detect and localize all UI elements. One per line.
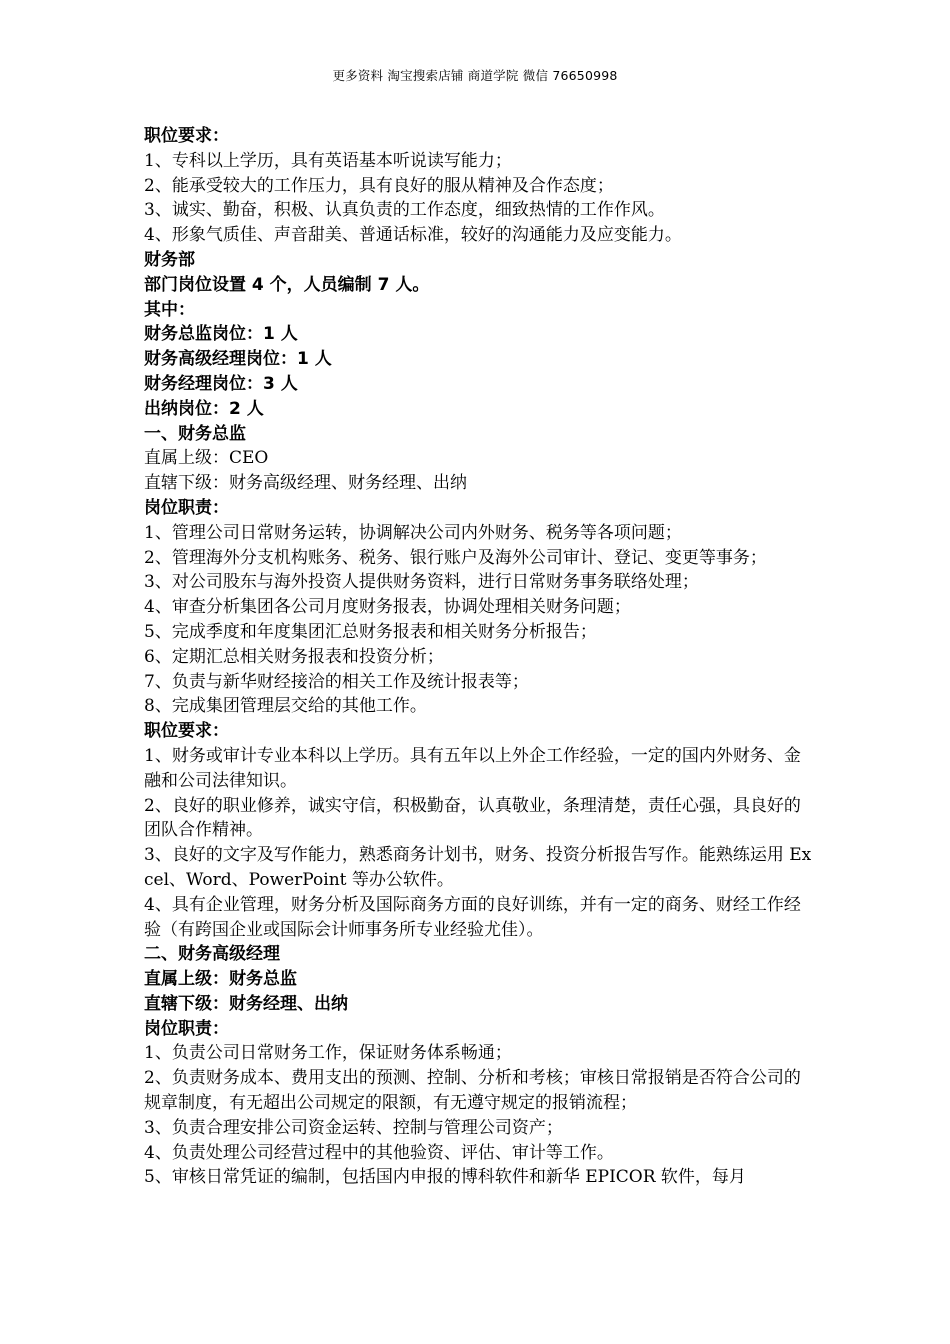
text-line: 5、完成季度和年度集团汇总财务报表和相关财务分析报告； [144, 621, 597, 642]
heading-line: 岗位职责： [144, 497, 229, 518]
text-line: 7、负责与新华财经接洽的相关工作及统计报表等； [144, 671, 529, 692]
heading-line: 职位要求： [144, 126, 229, 146]
heading-line: 岗位职责： [144, 1018, 229, 1039]
heading-line: 出纳岗位：2 人 [144, 398, 264, 419]
text-line: 直属上级：CEO [144, 448, 269, 469]
text-line: 3、负责合理安排公司资金运转、控制与管理公司资产； [144, 1117, 563, 1138]
text-line: 5、审核日常凭证的编制，包括国内申报的博科软件和新华 EPICOR 软件，每月 [144, 1167, 746, 1188]
text-line: 1、财务或审计专业本科以上学历。具有五年以上外企工作经验，一定的国内外财务、金融和公司法律知识。 [144, 745, 801, 791]
heading-line: 二、财务高级经理 [144, 944, 280, 965]
heading-line: 其中： [144, 299, 195, 320]
heading-line: 直属上级：财务总监 [144, 969, 297, 990]
text-line: 2、良好的职业修养，诚实守信，积极勤奋，认真敬业，条理清楚，责任心强，具良好的团队合作精神。 [144, 795, 801, 841]
heading-line: 财务总监岗位：1 人 [144, 324, 298, 345]
text-line: 4、形象气质佳、声音甜美、普通话标准，较好的沟通能力及应变能力。 [144, 225, 682, 246]
text-line: 1、负责公司日常财务工作，保证财务体系畅通； [144, 1043, 512, 1064]
text-line: 1、管理公司日常财务运转，协调解决公司内外财务、税务等各项问题； [144, 522, 682, 543]
text-line: 3、良好的文字及写作能力，熟悉商务计划书，财务、投资分析报告写作。能熟练运用 Excel、Word、PowerPoint 等办公软件。 [144, 845, 812, 890]
heading-line: 一、财务总监 [144, 423, 246, 444]
heading-line: 财务部 [144, 249, 195, 270]
text-line: 2、负责财务成本、费用支出的预测、控制、分析和考核；审核日常报销是否符合公司的规章制度，有无超出公司规定的限额，有无遵守规定的报销流程； [144, 1068, 801, 1114]
text-line: 2、管理海外分支机构账务、税务、银行账户及海外公司审计、登记、变更等事务； [144, 547, 767, 568]
text-line: 4、负责处理公司经营过程中的其他验资、评估、审计等工作。 [144, 1142, 614, 1163]
text-line: 4、审查分析集团各公司月度财务报表，协调处理相关财务问题； [144, 597, 631, 618]
text-line: 1、专科以上学历，具有英语基本听说读写能力； [144, 150, 512, 171]
header-note: 更多资料 淘宝搜索店铺 商道学院 微信 76650998 [332, 68, 618, 83]
document-body [144, 124, 812, 1190]
text-line: 3、诚实、勤奋，积极、认真负责的工作态度，细致热情的工作作风。 [144, 200, 665, 221]
text-line: 2、能承受较大的工作压力，具有良好的服从精神及合作态度； [144, 175, 614, 196]
text-line: 4、具有企业管理，财务分析及国际商务方面的良好训练，并有一定的商务、财经工作经验（有跨国企业或国际会计师事务所专业经验尤佳）。 [144, 894, 801, 940]
heading-line: 职位要求： [144, 721, 229, 742]
text-line: 8、完成集团管理层交给的其他工作。 [144, 696, 427, 717]
heading-line: 直辖下级：财务经理、出纳 [144, 993, 348, 1014]
heading-line: 财务经理岗位：3 人 [144, 373, 298, 394]
heading-line: 部门岗位设置 4 个，人员编制 7 人。 [144, 274, 430, 295]
text-line: 3、对公司股东与海外投资人提供财务资料，进行日常财务事务联络处理； [144, 572, 699, 593]
heading-line: 财务高级经理岗位：1 人 [144, 349, 332, 370]
text-line: 直辖下级：财务高级经理、财务经理、出纳 [144, 473, 467, 494]
text-line: 6、定期汇总相关财务报表和投资分析； [144, 646, 444, 667]
